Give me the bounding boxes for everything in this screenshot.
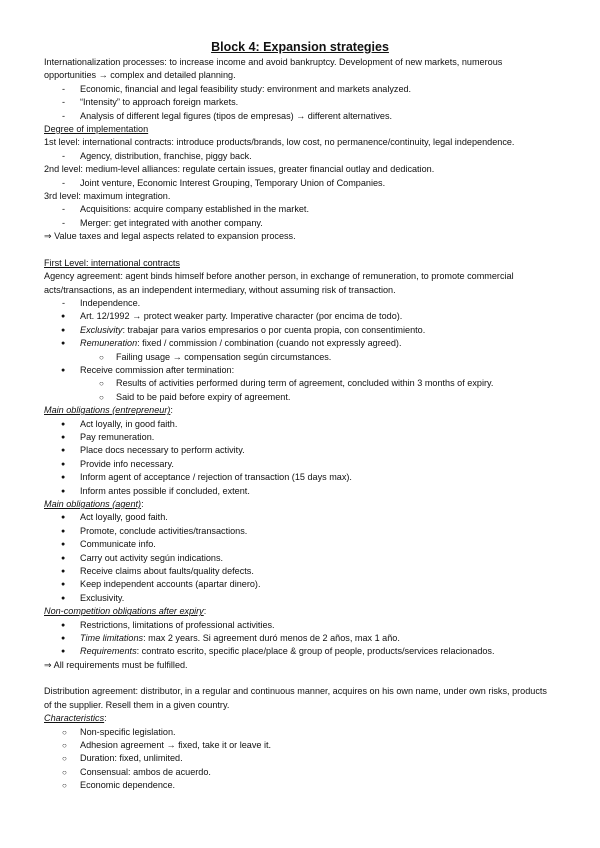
list-item: - Agency, distribution, franchise, piggy back. <box>44 150 556 163</box>
list-item: ● Inform antes possible if concluded, extent. <box>44 485 556 498</box>
list-item: - Acquisitions: acquire company established in the market. <box>44 203 556 216</box>
agent-heading: Main obligations (agent) <box>44 499 142 509</box>
level1-list <box>44 150 556 163</box>
exclusivity-text: : trabajar para varios empresarios o por cuenta propia, con consentimiento. <box>122 324 426 335</box>
remuneration-sublist <box>44 351 556 364</box>
intro-list <box>44 83 556 123</box>
list-item <box>44 337 556 350</box>
level3-text: 3rd level: maximum integration. <box>44 191 171 202</box>
list-item: ○ Adhesion agreement → fixed, take it or leave it. <box>44 739 556 752</box>
list-item: ○ Economic dependence. <box>44 779 556 792</box>
list-item: - Independence. <box>44 297 556 310</box>
document-title: Block 4: Expansion strategies <box>211 40 389 54</box>
list-item: - “Intensity” to approach foreign markets. <box>44 96 556 109</box>
requirements-label: Requirements <box>80 646 137 657</box>
list-item: ○ Duration: fixed, unlimited. <box>44 752 556 765</box>
list-item: - Analysis of different legal figures (tipos de empresas) → different alternatives. <box>44 110 556 123</box>
list-item: - Joint venture, Economic Interest Grouping, Temporary Union of Companies. <box>44 177 556 190</box>
degree-heading: Degree of implementation <box>44 124 149 135</box>
commission-sublist <box>44 377 556 404</box>
list-item: ● Provide info necessary. <box>44 458 556 471</box>
list-item: ● Act loyally, in good faith. <box>44 418 556 431</box>
list-item <box>44 324 556 337</box>
agency-bullet-list <box>44 310 556 350</box>
agent-list <box>44 511 556 605</box>
agency-dash-list <box>44 297 556 310</box>
commission-list <box>44 364 556 377</box>
list-item: ● Act loyally, good faith. <box>44 511 556 524</box>
level2-list <box>44 177 556 190</box>
list-item <box>44 632 556 645</box>
list-item: ● Art. 12/1992 → protect weaker party. Imperative character (por encima de todo). <box>44 310 556 323</box>
entrepreneur-heading: Main obligations (entrepreneur) <box>44 405 171 416</box>
list-item: ● Exclusivity. <box>44 592 556 605</box>
list-item: ○ Non-specific legislation. <box>44 726 556 739</box>
list-item: ○ Said to be paid before expiry of agreement. <box>44 391 556 404</box>
list-item: ● Receive claims about faults/quality defects. <box>44 565 556 578</box>
list-item: ● Place docs necessary to perform activity. <box>44 444 556 457</box>
remuneration-text: : fixed / commission / combination (cuando not expressly agreed). <box>137 338 402 349</box>
list-item: - Economic, financial and legal feasibility study: environment and markets analyzed. <box>44 83 556 96</box>
entrepreneur-list <box>44 418 556 498</box>
requirements-text: : contrato escrito, specific place/place & group of people, products/services relacionados. <box>136 646 495 657</box>
list-item: ● Receive commission after termination: <box>44 364 556 377</box>
remuneration-label: Remuneration <box>80 338 138 349</box>
noncomp-heading-line: Non-competition obligations after expiry: <box>44 606 207 617</box>
entrepreneur-heading-line: Main obligations (entrepreneur): <box>44 405 173 416</box>
intro-paragraph: Internationalization processes: to increase income and avoid bankruptcy. Development of new markets, numerous opportunities → complex and detailed planning. <box>44 57 503 81</box>
list-item: ● Keep independent accounts (apartar dinero). <box>44 578 556 591</box>
characteristics-list <box>44 726 556 793</box>
list-item: - Merger: get integrated with another company. <box>44 217 556 230</box>
time-limitations-text: : max 2 years. Si agreement duró menos de 2 años, max 1 año. <box>143 633 400 644</box>
list-item: ● Carry out activity según indications. <box>44 552 556 565</box>
agent-heading-line: Main obligations (agent): <box>44 499 144 509</box>
list-item <box>44 645 556 658</box>
level2-text: 2nd level: medium-level alliances: regulate certain issues, greater financial outlay and dedication. <box>44 164 435 175</box>
list-item: ● Communicate info. <box>44 538 556 551</box>
time-limitations-label: Time limitations <box>80 633 144 644</box>
noncomp-heading: Non-competition obligations after expiry <box>44 606 204 617</box>
distribution-definition: Distribution agreement: distributor, in a regular and continuous manner, acquires on his own name, under own risks, products of the supplier. Resell them in a given country. <box>44 686 547 710</box>
value-taxes-note: ⇒ Value taxes and legal aspects related to expansion process. <box>44 231 296 242</box>
agency-definition: Agency agreement: agent binds himself before another person, in exchange of remuneration, to promote commercial acts/transactions, as an independent intermediary, without assuming risk of transaction. <box>44 271 514 295</box>
characteristics-heading: Characteristics <box>44 713 105 724</box>
noncomp-list <box>44 619 556 659</box>
list-item: ● Restrictions, limitations of professional activities. <box>44 619 556 632</box>
list-item: ● Inform agent of acceptance / rejection of transaction (15 days max). <box>44 471 556 484</box>
characteristics-heading-line: Characteristics: <box>44 713 107 724</box>
list-item: ○ Results of activities performed during term of agreement, concluded within 3 months of expiry. <box>44 377 556 390</box>
list-item: ● Pay remuneration. <box>44 431 556 444</box>
list-item: ○ Consensual: ambos de acuerdo. <box>44 766 556 779</box>
list-item: ○ Failing usage → compensation según circumstances. <box>44 351 556 364</box>
level1-text: 1st level: international contracts: introduce products/brands, low cost, no permanence/continuity, legal independence. <box>44 137 515 148</box>
level3-list <box>44 203 556 230</box>
list-item: ● Promote, conclude activities/transactions. <box>44 525 556 538</box>
exclusivity-label: Exclusivity <box>80 324 123 335</box>
first-level-heading: First Level: international contracts <box>44 257 180 268</box>
all-requirements-note: ⇒ All requirements must be fulfilled. <box>44 659 188 670</box>
